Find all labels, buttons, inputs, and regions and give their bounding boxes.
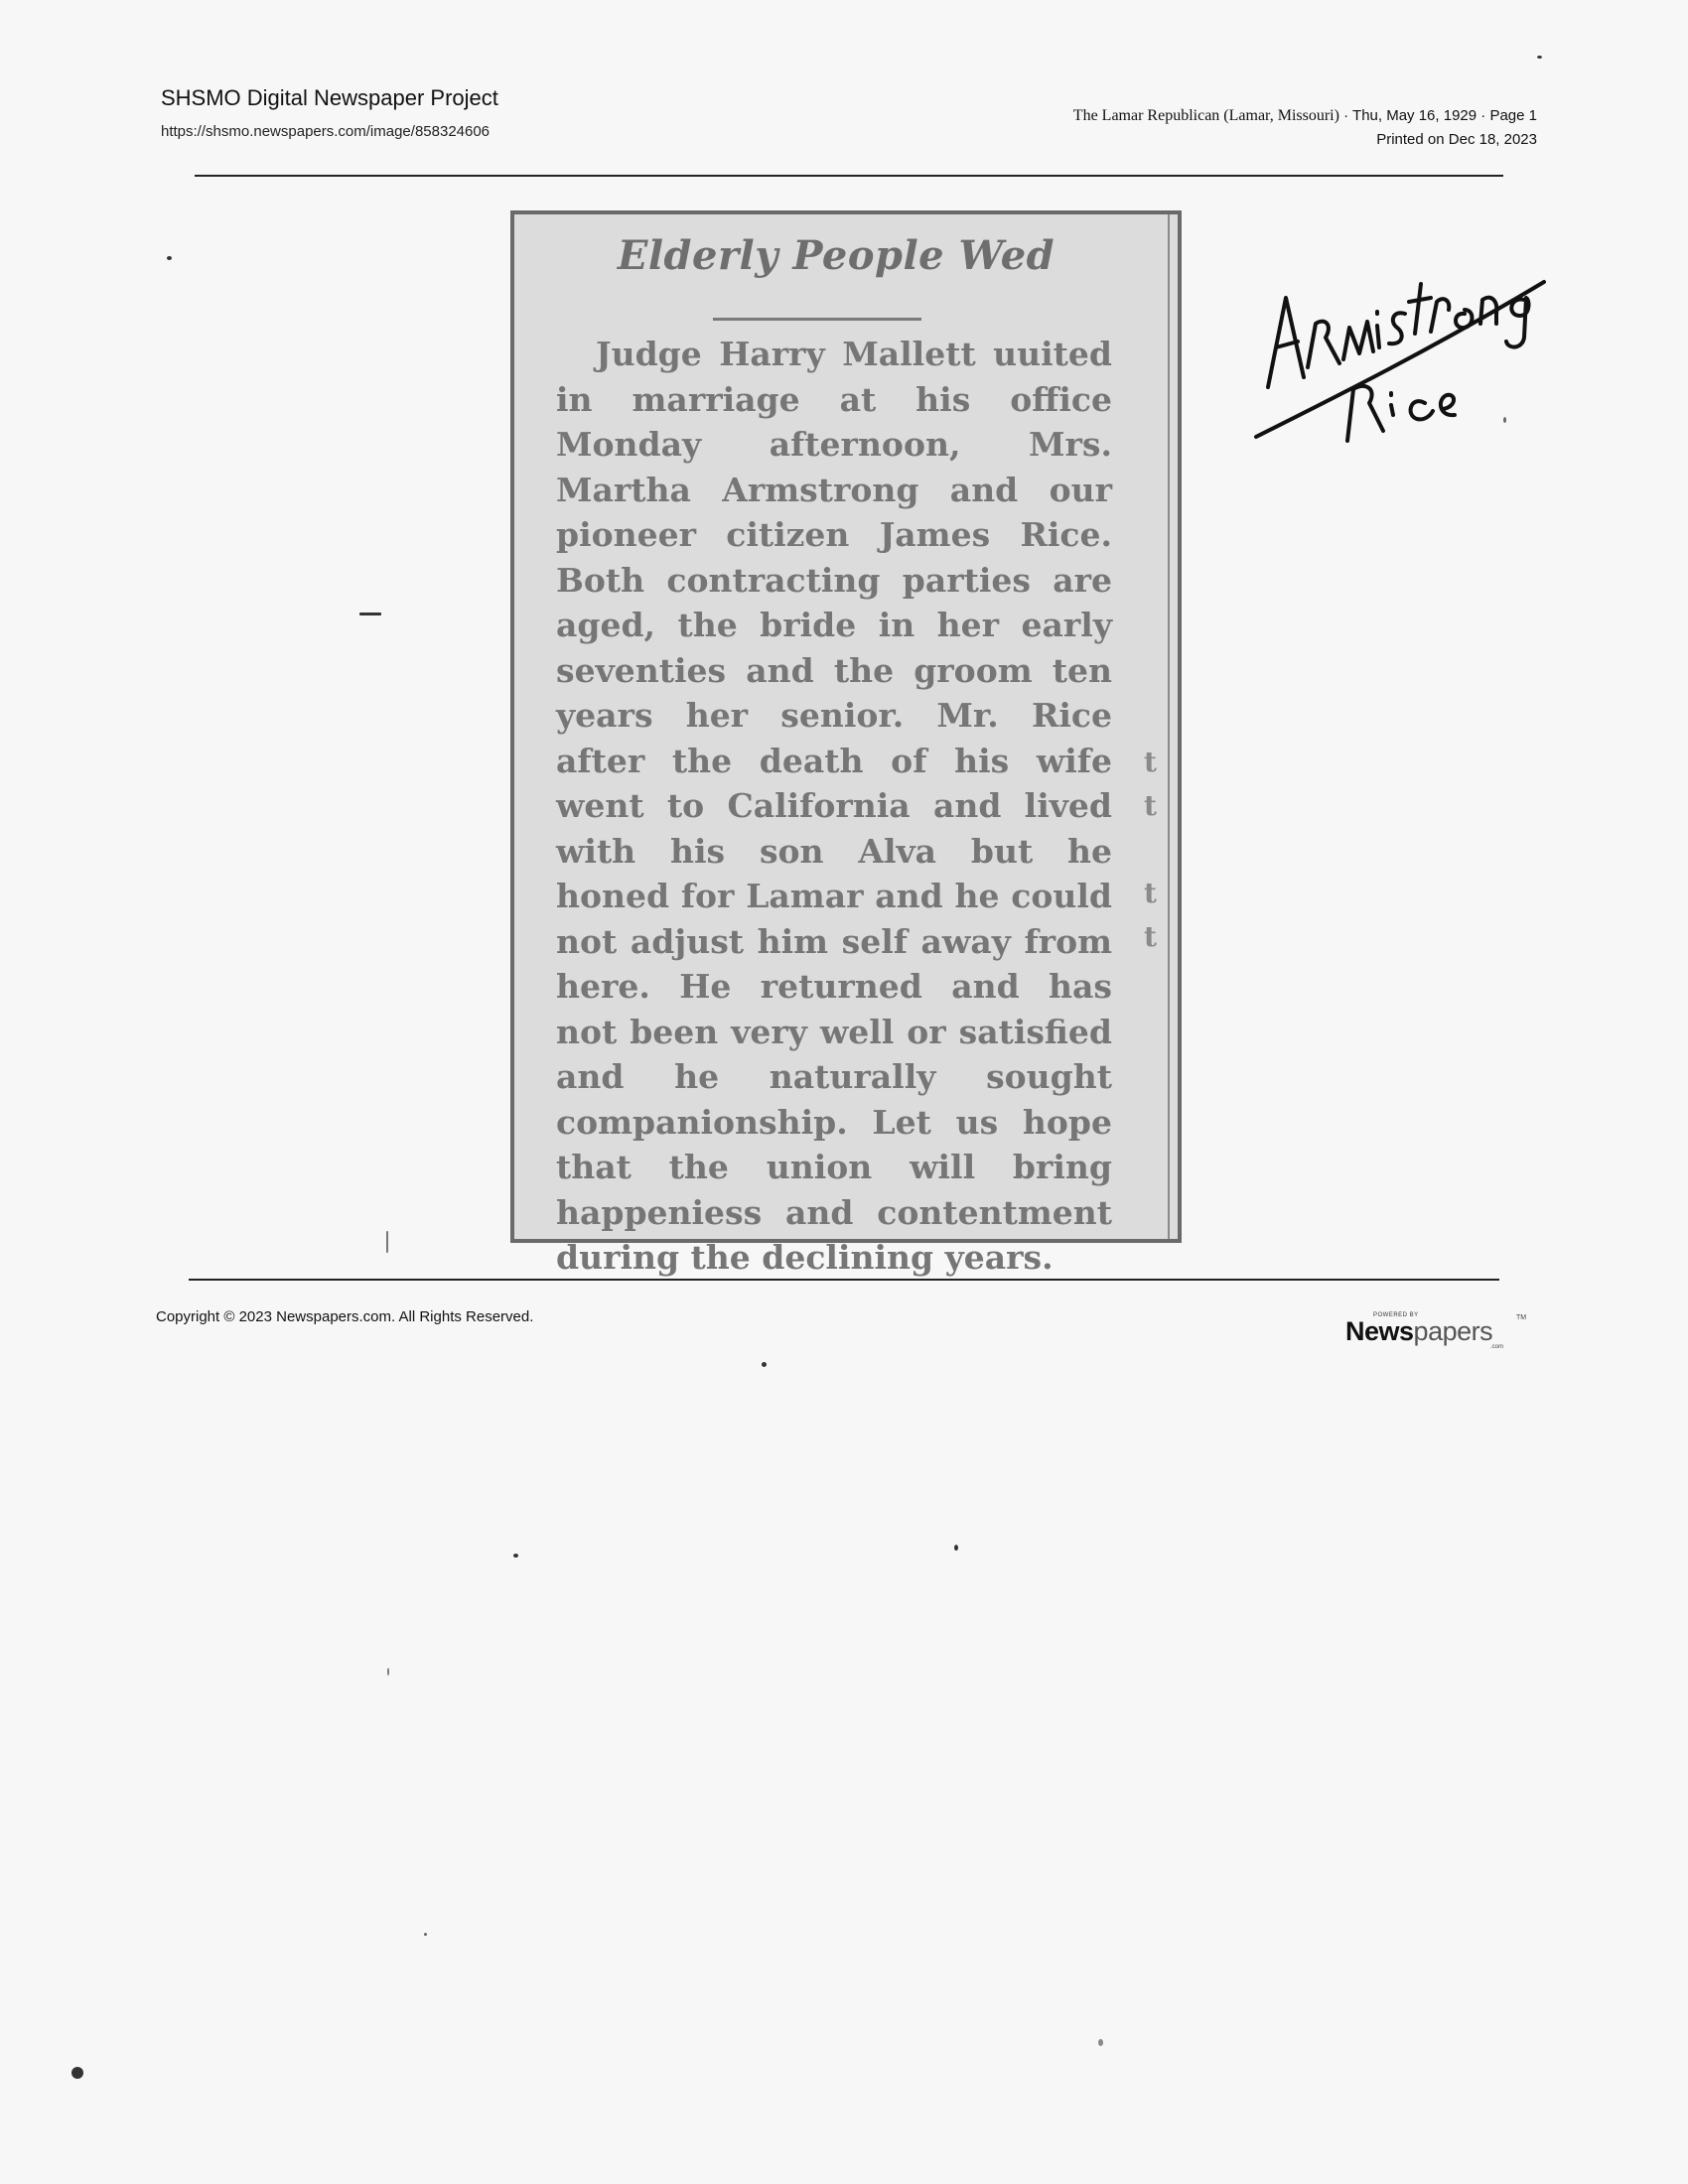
handwritten-annotation	[1246, 238, 1554, 457]
clipping-headline: Elderly People Wed	[617, 232, 1055, 279]
scan-speck	[424, 1933, 427, 1936]
footer-divider	[189, 1279, 1499, 1281]
scan-speck	[167, 256, 172, 260]
scan-speck	[954, 1545, 958, 1551]
scan-speck	[387, 1668, 389, 1676]
clipping-body-text: Judge Harry Mallett uuited in marriage at his office Monday afternoon, Mrs. Martha Armstrong and our pioneer citizen James Rice. Both contracting parties are aged, the bride in her early seventies and the groom ten years her senior. Mr. Rice after the death of his wife went to California and lived with his son Alva but he honed for Lamar and he could not adjust him self away from here. He returned and has not been very well or satisfied and he naturally sought companionship. Let us hope that the union will bring happeniess and contentment during the declining years.	[556, 335, 1112, 1277]
scan-speck	[359, 613, 381, 615]
fragment-letter: t	[1144, 920, 1157, 953]
logo-wordmark	[1345, 1316, 1492, 1347]
logo-trademark: TM	[1516, 1314, 1527, 1321]
source-url: https://shsmo.newspapers.com/image/858324606	[161, 123, 491, 140]
scan-speck	[1098, 2039, 1103, 2046]
printed-date: Printed on Dec 18, 2023	[1376, 131, 1537, 148]
page-number: Page 1	[1489, 107, 1537, 124]
adjacent-column-fragments	[1144, 542, 1164, 959]
newspaper-clipping	[510, 210, 1182, 1277]
scan-speck	[513, 1554, 518, 1558]
newspapers-logo	[1345, 1312, 1534, 1352]
fragment-letter: t	[1144, 877, 1157, 909]
logo-dotcom: .com	[1490, 1344, 1504, 1350]
column-divider	[1168, 214, 1170, 1239]
scan-speck	[1503, 417, 1506, 423]
header-divider	[195, 175, 1503, 177]
citation-separator: ·	[1480, 107, 1486, 124]
scan-speck	[71, 2067, 83, 2079]
newspaper-name: The Lamar Republican (Lamar, Missouri)	[1072, 107, 1339, 124]
copyright-notice: Copyright © 2023 Newspapers.com. All Rights Reserved.	[156, 1308, 534, 1325]
page-header-right	[1073, 107, 1537, 148]
logo-news: News	[1345, 1316, 1414, 1346]
citation-line	[1073, 107, 1537, 125]
citation-separator: ·	[1343, 107, 1349, 124]
headline-divider	[713, 318, 921, 321]
logo-powered-by: POWERED BY	[1373, 1312, 1419, 1318]
page-header-left	[161, 85, 498, 140]
scan-speck	[1537, 56, 1542, 59]
site-title: SHSMO Digital Newspaper Project	[161, 85, 498, 110]
logo-papers: papers	[1413, 1316, 1493, 1346]
scan-speck	[386, 1231, 388, 1253]
fragment-letter: t	[1144, 789, 1157, 822]
scan-speck	[762, 1362, 767, 1367]
fragment-letter: t	[1144, 746, 1157, 778]
issue-date: Thu, May 16, 1929	[1352, 107, 1477, 124]
